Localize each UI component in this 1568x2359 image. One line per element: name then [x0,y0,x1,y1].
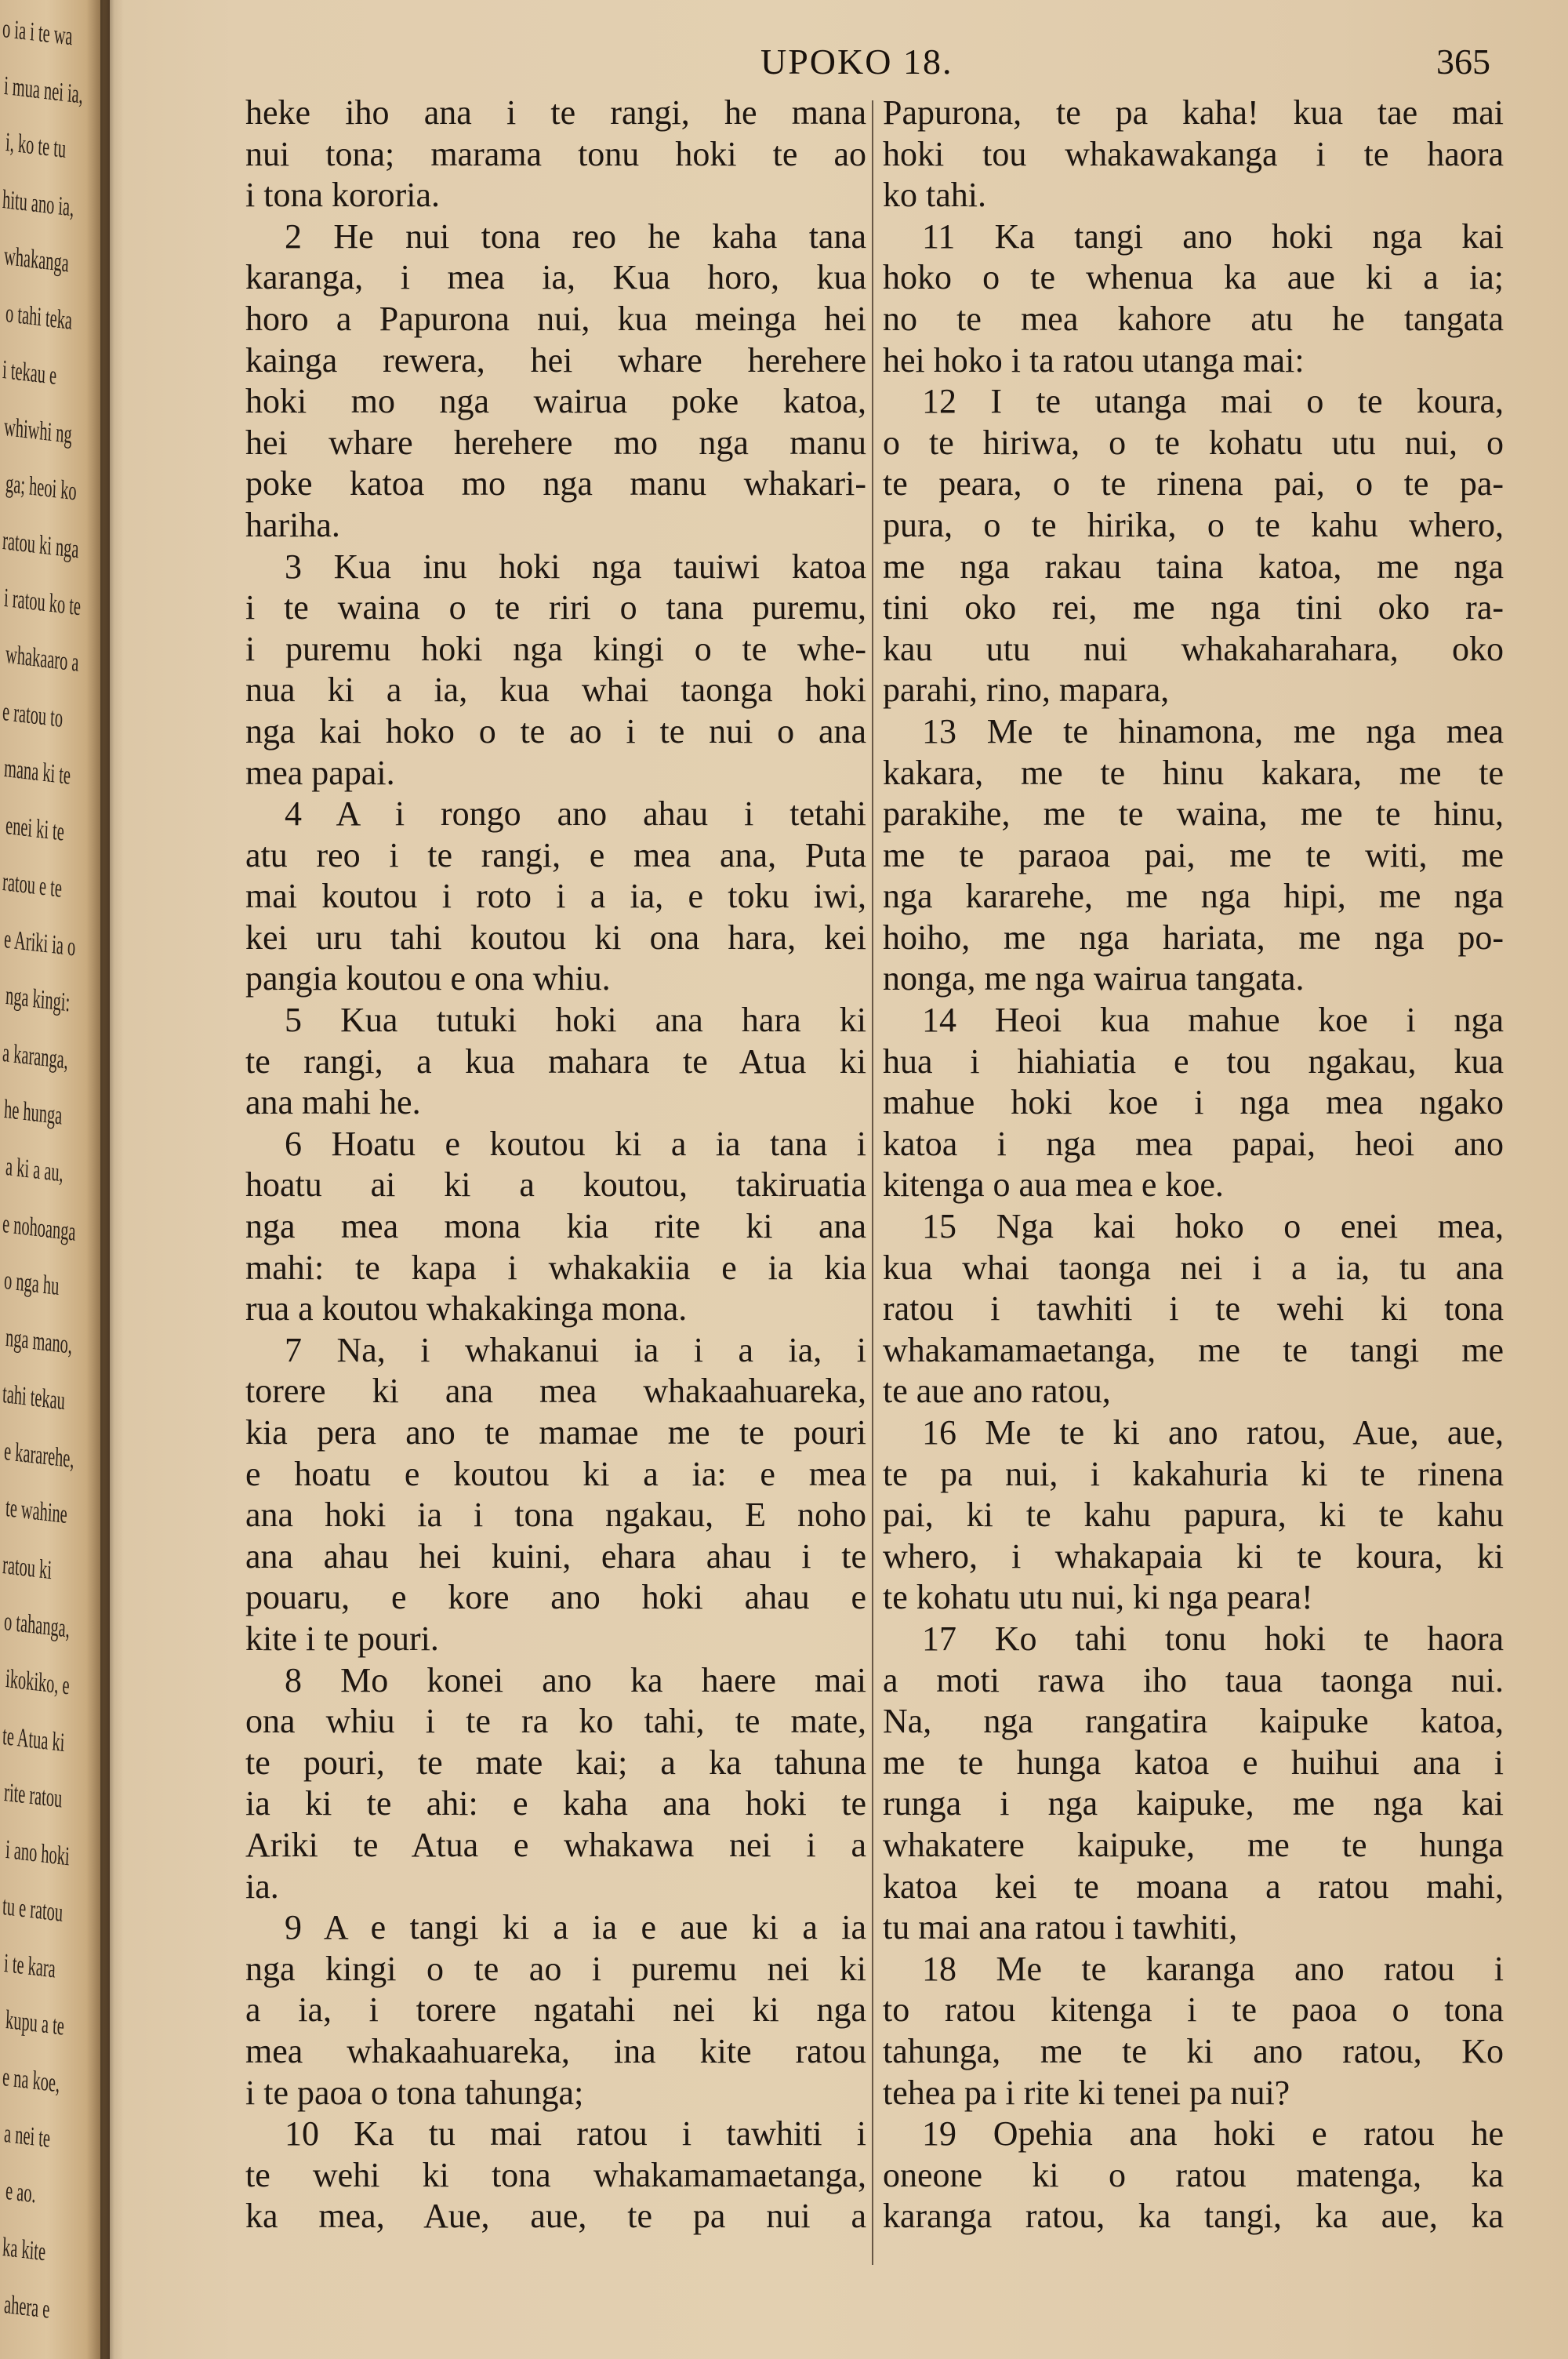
text-line: 4 A i rongo ano ahau i tetahi [285,794,866,834]
text-line: hua i hiahiatia e tou ngakau, kua [883,1041,1504,1081]
text-line: 3 Kua inu hoki nga tauiwi katoa [285,547,866,586]
text-line: i te paoa o tona tahunga; [245,2073,584,2112]
facing-page-text-fragment: te wahine [5,1493,68,1530]
text-line: horo a Papurona nui, kua meinga hei [245,299,866,338]
facing-page-text-fragment: ratou e te [2,867,63,903]
text-line: ona whiu i te ra ko tahi, te mate, [245,1702,866,1741]
text-line: tini oko rei, me nga tini oko ra- [883,588,1504,627]
text-line: te pouri, te mate kai; a ka tahuna [245,1743,866,1782]
text-line: pai, ki te kahu papura, ki te kahu [883,1496,1504,1535]
text-line: 2 He nui tona reo he kaha tana [285,216,866,256]
text-line: ana ahau hei kuini, ehara ahau i te [245,1536,866,1576]
text-column-left [245,93,866,2237]
facing-page-text-fragment: nga kingi: [5,981,71,1018]
text-line: 5 Kua tutuki hoki ana hara ki [285,1001,866,1040]
facing-page-text-fragment: tu e ratou [2,1892,64,1928]
text-line: tu mai ana ratou i tawhiti, [883,1908,1238,1947]
text-line: me te paraoa pai, me te witi, me [883,835,1504,874]
facing-page-text-fragment: i tekau e [2,355,57,391]
text-line: torere ki ana mea whakaahuareka, [245,1372,866,1411]
text-line: kite i te pouri. [245,1619,439,1658]
facing-page-text-fragment: he hunga [3,1095,64,1131]
text-line: katoa i nga mea papai, heoi ano [883,1124,1504,1163]
text-line: kainga rewera, hei whare herehere [245,340,866,380]
text-line: nui tona; marama tonu hoki te ao [245,134,866,173]
text-line: hoiho, me nga hariata, me nga po- [883,918,1504,957]
facing-page-text-fragment: o nga hu [3,1266,60,1302]
text-line: 9 A e tangi ki a ia e aue ki a ia [285,1908,866,1947]
text-line: 6 Hoatu e koutou ki a ia tana i [285,1124,866,1163]
text-line: runga i nga kaipuke, me nga kai [883,1784,1504,1823]
text-line: i puremu hoki nga kingi o te whe- [245,629,866,668]
facing-page-text-fragment: mana ki te [3,754,71,791]
text-line: te wehi ki tona whakamamaetanga, [245,2155,866,2194]
facing-page-text-fragment: e ratou to [2,697,64,733]
text-line: a ia, i torere ngatahi nei ki nga [245,1990,866,2030]
facing-page-text-fragment: e kararehe, [3,1437,75,1474]
text-line: 18 Me te karanga ano ratou i [922,1949,1504,1988]
text-line: oneone ki o ratou matenga, ka [883,2155,1504,2194]
text-line: to ratou kitenga i te paoa o tona [883,1990,1504,2030]
text-line: hei whare herehere mo nga manu [245,423,866,462]
text-line: i tona kororia. [245,176,441,215]
text-line: atu reo i te rangi, e mea ana, Puta [245,835,866,874]
facing-page-text-fragment: ratou ki nga [2,526,80,565]
facing-page-text-fragment: ka kite [2,2233,46,2267]
text-line: 15 Nga kai hoko o enei mea, [922,1207,1504,1246]
facing-page-text-fragment: a ki a au, [5,1152,64,1188]
text-line: ratou i tawhiti i te wehi ki tona [883,1289,1504,1329]
facing-page-text-fragment: i ratou ko te [3,583,82,622]
text-line: 8 Mo konei ano ka haere mai [285,1660,866,1699]
text-line: te peara, o te rinena pai, o te pa- [883,464,1504,503]
facing-page-text-fragment: enei ki te [5,811,65,847]
facing-page-text-fragment: ikokiko, e [5,1664,71,1701]
text-line: no te mea kahore atu he tangata [883,299,1504,338]
text-line: ka mea, Aue, aue, te pa nui a [245,2197,866,2236]
facing-page-text-fragment: i te kara [3,1949,56,1984]
text-line: kei uru tahi koutou ki ona hara, kei [245,918,866,957]
facing-page-text-fragment: o tahi teka [5,299,73,336]
running-head: UPOKO 18. [760,42,953,82]
page-header [0,41,1568,88]
facing-page-text-fragment: o ia i te wa [2,14,74,52]
text-line: 14 Heoi kua mahue koe i nga [922,1001,1504,1040]
text-line: nga kararehe, me nga hipi, me nga [883,877,1504,916]
book-gutter-shadow [100,0,124,2359]
text-line: tehea pa i rite ki tenei pa nui? [883,2073,1290,2112]
text-line: Ariki te Atua e whakawa nei i a [245,1825,866,1864]
text-line: 19 Opehia ana hoki e ratou he [922,2114,1504,2154]
text-line: hei hoko i ta ratou utanga mai: [883,340,1305,380]
text-line: rua a koutou whakakinga mona. [245,1289,688,1329]
text-line: 16 Me te ki ano ratou, Aue, aue, [922,1413,1504,1452]
text-line: hoatu ai ki a koutou, takiruatia [245,1165,866,1205]
text-line: 11 Ka tangi ano hoki nga kai [922,216,1504,256]
text-line: i te waina o te riri o tana puremu, [245,588,866,627]
text-line: ko tahi. [883,176,986,215]
facing-page-text-fragment: hitu ano ia, [2,185,74,223]
text-line: ana mahi he. [245,1083,421,1122]
text-line: pangia koutou e ona whiu. [245,959,611,998]
text-line: heke iho ana i te rangi, he mana [245,93,866,132]
text-line: 12 I te utanga mai o te koura, [922,382,1504,421]
facing-page-text-fragment: ga; heoi ko [5,469,78,507]
text-line: Na, nga rangatira kaipuke katoa, [883,1702,1504,1741]
text-line: a moti rawa iho taua taonga nui. [883,1660,1504,1699]
text-line: me nga rakau taina katoa, me nga [883,547,1504,586]
facing-page-text-fragment: i mua nei ia, [3,71,84,110]
text-line: 7 Na, i whakanui ia i a ia, i [285,1330,866,1369]
text-line: kitenga o aua mea e koe. [883,1165,1224,1205]
text-line: hoki tou whakawakanga i te haora [883,134,1504,173]
text-line: tahunga, me te ki ano ratou, Ko [883,2031,1504,2070]
text-line: whero, i whakapaia ki te koura, ki [883,1536,1504,1576]
text-line: o te hiriwa, o te kohatu utu nui, o [883,423,1504,462]
facing-page-text-fragment: whiwhi ng [3,413,73,449]
text-line: ia. [245,1866,279,1906]
facing-page-text-fragment: te Atua ki [2,1721,66,1758]
facing-page-text-fragment: e nohoanga [2,1209,77,1247]
text-line: mahue hoki koe i nga mea ngako [883,1083,1504,1122]
text-line: 10 Ka tu mai ratou i tawhiti i [285,2114,866,2154]
text-line: mahi: te kapa i whakakiia e ia kia [245,1248,866,1287]
text-line: mea papai. [245,753,395,792]
text-line: kakara, me te hinu kakara, me te [883,753,1504,792]
text-line: te aue ano ratou, [883,1372,1111,1411]
facing-page-text-fragment: a karanga, [2,1038,69,1075]
facing-page-text-fragment: nga mano, [5,1323,73,1360]
facing-page-text-fragment: tahi tekau [2,1379,66,1416]
facing-page-text-fragment: a nei te [3,2119,51,2154]
text-line: poke katoa mo nga manu whakari- [245,464,866,503]
text-line: me te hunga katoa e huihui ana i [883,1743,1504,1782]
facing-page-text-fragment: kupu a te [5,2005,65,2041]
text-line: karanga ratou, ka tangi, ka aue, ka [883,2197,1504,2236]
text-line: nga mea mona kia rite ki ana [245,1207,866,1246]
facing-page-text-fragment: whakaaro a [5,640,80,678]
facing-page-edge [0,0,110,2359]
facing-page-text-fragment: o tahanga, [3,1607,71,1644]
text-line: mea whakaahuareka, ina kite ratou [245,2031,866,2070]
text-line: pouaru, e kore ano hoki ahau e [245,1578,866,1617]
text-line: hoko o te whenua ka aue ki a ia; [883,258,1504,297]
text-line: ana hoki ia i tona ngakau, E noho [245,1496,866,1535]
facing-page-text-fragment: e Ariki ia o [3,925,76,962]
text-column-right [883,93,1504,2237]
text-line: whakatere kaipuke, me te hunga [883,1825,1504,1864]
text-line: te rangi, a kua mahara te Atua ki [245,1041,866,1081]
text-line: te kohatu utu nui, ki nga peara! [883,1578,1313,1617]
text-line: nga kingi o te ao i puremu nei ki [245,1949,866,1988]
text-line: e hoatu e koutou ki a ia: e mea [245,1454,866,1493]
text-line: nga kai hoko o te ao i te nui o ana [245,711,866,751]
text-line: karanga, i mea ia, Kua horo, kua [245,258,866,297]
facing-page-text-fragment: e na koe, [2,2063,60,2099]
text-line: mai koutou i roto i a ia, e toku iwi, [245,877,866,916]
facing-page-text-fragment: i ano hoki [5,1835,71,1872]
text-line: katoa kei te moana a ratou mahi, [883,1866,1504,1906]
facing-page-text-fragment: e ao. [5,2176,37,2209]
text-line: hariha. [245,505,340,544]
facing-page-text-fragment: ahera e [3,2290,51,2324]
text-line: kau utu nui whakaharahara, oko [883,629,1504,668]
text-line: nua ki a ia, kua whai taonga hoki [245,671,866,710]
text-line: te pa nui, i kakahuria ki te rinena [883,1454,1504,1493]
text-line: 13 Me te hinamona, me nga mea [922,711,1504,751]
text-line: hoki mo nga wairua poke katoa, [245,382,866,421]
facing-page-text-fragment: rite ratou [3,1778,64,1814]
text-line: Papurona, te pa kaha! kua tae mai [883,93,1504,132]
text-line: nonga, me nga wairua tangata. [883,959,1305,998]
page-number: 365 [1436,42,1490,82]
text-line: whakamamaetanga, me te tangi me [883,1330,1504,1369]
text-line: pura, o te hirika, o te kahu whero, [883,505,1504,544]
facing-page-text-fragment: whakanga [3,242,70,278]
text-line: kua whai taonga nei i a ia, tu ana [883,1248,1504,1287]
text-line: 17 Ko tahi tonu hoki te haora [922,1619,1504,1658]
column-divider [872,100,873,2265]
facing-page-text-fragment: i, ko te tu [5,128,67,164]
facing-page-text-fragment: ratou ki [2,1550,53,1586]
text-line: parahi, rino, mapara, [883,671,1170,710]
text-line: kia pera ano te mamae me te pouri [245,1413,866,1452]
text-line: parakihe, me te waina, me te hinu, [883,794,1504,834]
text-line: ia ki te ahi: e kaha ana hoki te [245,1784,866,1823]
